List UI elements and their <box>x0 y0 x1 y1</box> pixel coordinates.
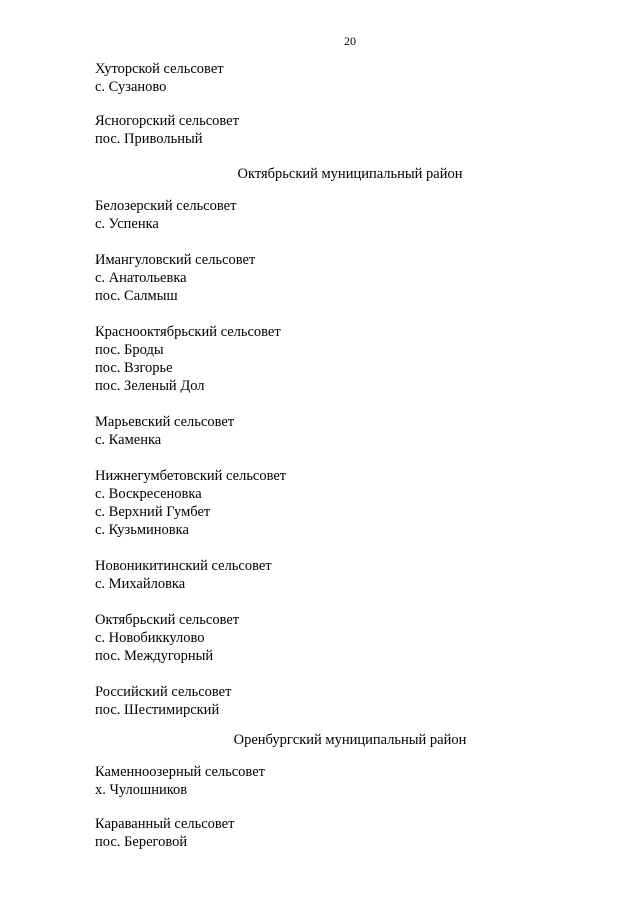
settlement-name: с. Верхний Гумбет <box>95 504 211 520</box>
settlement-name: пос. Береговой <box>95 834 188 850</box>
selsovet-name: Октябрьский сельсовет <box>95 612 240 628</box>
settlement-name: пос. Взгорье <box>95 360 173 376</box>
settlement-name: с. Воскресеновка <box>95 486 202 502</box>
settlement-name: х. Чулошников <box>95 782 188 798</box>
selsovet-name: Хуторской сельсовет <box>95 61 224 77</box>
settlement-name: с. Новобиккулово <box>95 630 205 646</box>
settlement-name: с. Каменка <box>95 432 162 448</box>
selsovet-name: Нижнегумбетовский сельсовет <box>95 468 287 484</box>
settlement-name: пос. Салмыш <box>95 288 178 304</box>
settlement-name: пос. Шестимирский <box>95 702 220 718</box>
selsovet-name: Имангуловский сельсовет <box>95 252 256 268</box>
settlement-name: пос. Привольный <box>95 131 203 147</box>
selsovet-name: Белозерский сельсовет <box>95 198 237 214</box>
selsovet-name: Российский сельсовет <box>95 684 232 700</box>
district-heading: Оренбургский муниципальный район <box>233 732 467 748</box>
district-heading: Октябрьский муниципальный район <box>237 166 463 182</box>
settlement-name: с. Успенка <box>95 216 159 232</box>
settlement-name: пос. Броды <box>95 342 164 358</box>
selsovet-name: Марьевский сельсовет <box>95 414 235 430</box>
settlement-name: с. Михайловка <box>95 576 186 592</box>
selsovet-name: Краснооктябрьский сельсовет <box>95 324 281 340</box>
settlement-name: пос. Междугорный <box>95 648 214 664</box>
selsovet-name: Новоникитинский сельсовет <box>95 558 272 574</box>
settlement-name: с. Анатольевка <box>95 270 187 286</box>
settlement-name: с. Сузаново <box>95 79 167 95</box>
settlement-name: пос. Зеленый Дол <box>95 378 205 394</box>
selsovet-name: Караванный сельсовет <box>95 816 235 832</box>
selsovet-name: Ясногорский сельсовет <box>95 113 239 129</box>
selsovet-name: Каменноозерный сельсовет <box>95 764 265 780</box>
page-number: 20 <box>344 34 356 48</box>
settlement-name: с. Кузьминовка <box>95 522 189 538</box>
